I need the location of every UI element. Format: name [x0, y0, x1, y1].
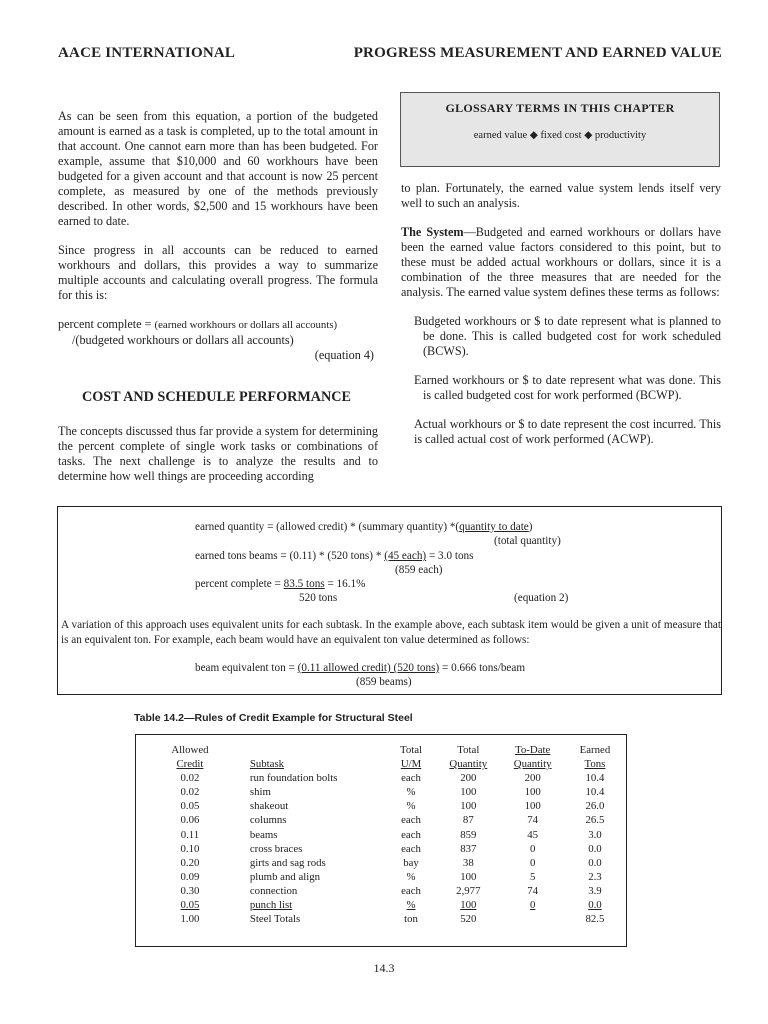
- table-cell: [501, 785, 563, 799]
- table-cell: [564, 912, 626, 926]
- left-column: [58, 109, 378, 363]
- table-cell: [501, 898, 563, 912]
- system-text: —Budgeted and earned workhours or dollars have been the earned value factors considered to this point, but to these must be added actual workhours or dollars, since it is a combination of the three measures that are needed for the analysis. The earned value system defines these terms as follows:: [401, 225, 721, 299]
- table-cell-text: %: [406, 786, 416, 799]
- glossary-terms: [401, 129, 719, 141]
- table-cell: [136, 898, 242, 912]
- table-cell-text: 0.05: [180, 800, 200, 813]
- table-cell-text: 38: [462, 856, 474, 869]
- running-header-right: PROGRESS MEASUREMENT AND EARNED VALUE: [353, 45, 722, 61]
- eq4-underline: (0.11 allowed credit) (520 tons): [297, 662, 440, 674]
- acwp-item: Actual workhours or $ to date represent the cost incurred. This is called actual cost of work performed (ACWP).: [414, 417, 721, 446]
- table-cell: [242, 912, 387, 926]
- table-cell-text: 5: [529, 870, 536, 883]
- diamond-icon: ◆: [529, 130, 538, 141]
- table-cell: [387, 856, 435, 870]
- equation-4-label: (equation 4): [314, 348, 374, 362]
- table-cell-text: 859: [460, 828, 477, 841]
- table-cell-text: Total: [400, 744, 423, 756]
- table-cell: [501, 856, 563, 870]
- left-paragraph-1: As can be seen from this equation, a portion of the budgeted amount is earned as a task is completed, up to the total amount in that account. One cannot earn more than has been budgeted. For example, assume that $10,000 and 60 workhours have been budgeted for a given account and that account is now 25 percent complete, as measured by one of the methods previously described. In other words, $2,500 and 15 workhours have been earned to date.: [58, 109, 378, 228]
- formula-lhs: percent complete =: [58, 317, 155, 331]
- table-cell-text: cross braces: [249, 842, 303, 855]
- left-column-lower: [58, 424, 378, 484]
- table-cell-text: 82.5: [585, 913, 605, 926]
- table-cell: [435, 799, 501, 813]
- table-cell: [435, 898, 501, 912]
- running-header-left: AACE INTERNATIONAL: [58, 45, 236, 61]
- eq2-underline: (45 each): [384, 550, 427, 562]
- table-body: [136, 743, 626, 926]
- table-cell: [501, 870, 563, 884]
- table-grid: [136, 743, 626, 926]
- table-row: [136, 771, 626, 785]
- table-cell-text: 0.06: [180, 814, 200, 827]
- table-cell-text: beams: [249, 828, 278, 841]
- table-cell-text: 100: [460, 899, 477, 912]
- table-row: [136, 884, 626, 898]
- table-cell: [435, 743, 501, 757]
- table-header-row: [136, 743, 626, 757]
- table-cell-text: 0.20: [180, 856, 200, 869]
- table-cell-text: plumb and align: [249, 870, 321, 883]
- table-cell-text: %: [406, 870, 416, 883]
- table-cell: [435, 828, 501, 842]
- table-cell-text: 74: [527, 884, 539, 897]
- table-cell: [501, 813, 563, 827]
- table-cell: [387, 870, 435, 884]
- table-cell: [242, 870, 387, 884]
- eq4-result: = 0.666 tons/beam: [439, 662, 526, 674]
- table-cell: [136, 813, 242, 827]
- table-cell-text: each: [401, 828, 421, 841]
- table-cell: [501, 884, 563, 898]
- table-cell-text: shim: [249, 786, 271, 799]
- table-cell: [501, 842, 563, 856]
- table-cell: [501, 799, 563, 813]
- left-paragraph-2: Since progress in all accounts can be reduced to earned workhours and dollars, this provides a way to summarize multiple accounts and calculating overall progress. The formula for this is:: [58, 243, 378, 302]
- table-cell-text: 0.11: [180, 828, 200, 841]
- table-cell: [242, 898, 387, 912]
- table-cell: [136, 842, 242, 856]
- table-cell: [242, 884, 387, 898]
- table-cell-text: 1.00: [180, 913, 200, 926]
- table-cell: [564, 771, 626, 785]
- table-cell-text: 0.30: [180, 884, 200, 897]
- table-cell-text: Quantity: [449, 758, 488, 771]
- table-cell-text: Subtask: [249, 758, 285, 771]
- earned-tons-beams-formula: [195, 549, 474, 564]
- eq1-text: earned quantity = (allowed credit) * (summary quantity) *(: [195, 521, 460, 533]
- table-cell: [435, 884, 501, 898]
- table-cell-text: connection: [249, 884, 298, 897]
- table-header-row: [136, 757, 626, 771]
- table-cell: [387, 799, 435, 813]
- table-row: [136, 898, 626, 912]
- eq3-text: percent complete =: [195, 578, 284, 590]
- table-cell-text: 100: [460, 870, 477, 883]
- table-cell: [564, 757, 626, 771]
- eq4-denominator: (859 beams): [356, 676, 412, 688]
- table-cell-text: 0.02: [180, 786, 200, 799]
- table-cell: [564, 828, 626, 842]
- table-row: [136, 828, 626, 842]
- table-cell-text: 0.09: [180, 870, 200, 883]
- eq1-denominator: (total quantity): [494, 535, 561, 547]
- table-cell-text: Total: [457, 744, 480, 756]
- table-cell-text: 0.0: [588, 842, 602, 855]
- table-cell: [387, 785, 435, 799]
- table-cell-text: 520: [460, 913, 477, 926]
- table-cell: [564, 898, 626, 912]
- table-cell-text: columns: [249, 814, 287, 827]
- table-cell: [136, 799, 242, 813]
- eq3-result: = 16.1%: [324, 578, 366, 590]
- table-row: [136, 785, 626, 799]
- table-cell-text: 87: [462, 814, 474, 827]
- right-paragraph-1: to plan. Fortunately, the earned value system lends itself very well to such an analysis.: [401, 181, 721, 210]
- right-paragraph-system: [401, 225, 721, 300]
- table-cell-text: 26.5: [585, 814, 605, 827]
- glossary-term-fixed-cost: fixed cost: [540, 130, 582, 141]
- table-cell-text: 100: [524, 800, 541, 813]
- section-heading-cost-schedule: COST AND SCHEDULE PERFORMANCE: [82, 389, 351, 405]
- eq2-text: earned tons beams = (0.11) * (520 tons) *: [195, 550, 385, 562]
- table-cell: [242, 799, 387, 813]
- system-heading: The System: [401, 225, 464, 239]
- table-cell: [564, 813, 626, 827]
- table-cell-text: ton: [404, 913, 418, 926]
- table-cell: [501, 771, 563, 785]
- glossary-box: [400, 92, 720, 167]
- table-cell: [564, 799, 626, 813]
- table-cell-text: 837: [460, 842, 477, 855]
- table-cell: [242, 785, 387, 799]
- table-cell: [242, 743, 387, 757]
- table-cell: [136, 771, 242, 785]
- table-cell: [435, 785, 501, 799]
- table-cell: [136, 856, 242, 870]
- earned-quantity-formula: [195, 520, 533, 535]
- eq4-text: beam equivalent ton =: [195, 662, 298, 674]
- table-cell: [387, 771, 435, 785]
- table-cell: [564, 743, 626, 757]
- table-cell: [387, 743, 435, 757]
- table-cell: [242, 757, 387, 771]
- table-cell-text: 0.0: [588, 899, 602, 912]
- table-cell: [501, 743, 563, 757]
- table-cell: [435, 856, 501, 870]
- table-row: [136, 856, 626, 870]
- table-cell: [242, 842, 387, 856]
- table-cell: [136, 912, 242, 926]
- table-cell-text: Quantity: [513, 758, 552, 771]
- table-cell-text: 0.10: [180, 842, 200, 855]
- glossary-term-earned-value: earned value: [473, 130, 528, 141]
- table-cell-text: 45: [527, 828, 539, 841]
- equation-2-label: (equation 2): [514, 592, 569, 604]
- table-cell-text: %: [406, 800, 416, 813]
- bcws-item: Budgeted workhours or $ to date represent what is planned to be done. This is called budgeted cost for work scheduled (BCWS).: [414, 314, 721, 358]
- formula-denominator: /(budgeted workhours or dollars all accounts): [72, 333, 294, 347]
- table-cell-text: 0.02: [180, 772, 200, 785]
- table-cell: [435, 842, 501, 856]
- table-cell: [435, 771, 501, 785]
- table-cell-text: 100: [460, 786, 477, 799]
- table-cell-text: 0.0: [588, 856, 602, 869]
- table-cell-text: Credit: [176, 758, 204, 771]
- table-cell-text: 3.9: [588, 884, 602, 897]
- table-cell: [564, 884, 626, 898]
- table-cell: [387, 884, 435, 898]
- table-cell-text: Earned: [579, 744, 611, 756]
- glossary-title: GLOSSARY TERMS IN THIS CHAPTER: [445, 101, 675, 115]
- table-cell-text: 2,977: [456, 884, 481, 897]
- table-cell: [501, 757, 563, 771]
- table-cell-text: shakeout: [249, 800, 289, 813]
- beam-equivalent-formula: [195, 661, 525, 676]
- table-cell-text: Steel Totals: [249, 913, 301, 926]
- rules-of-credit-table: [135, 734, 627, 947]
- table-cell: [136, 785, 242, 799]
- table-cell: [564, 856, 626, 870]
- table-cell-text: U/M: [400, 758, 422, 771]
- table-cell-text: 3.0: [588, 828, 602, 841]
- table-cell: [136, 870, 242, 884]
- eq1-underline: quantity to date: [459, 521, 529, 533]
- table-cell-text: run foundation bolts: [249, 772, 338, 785]
- table-cell-text: each: [401, 814, 421, 827]
- table-cell-text: punch list: [249, 899, 293, 912]
- table-cell-text: 200: [524, 772, 541, 785]
- table-cell: [387, 898, 435, 912]
- table-cell-text: 10.4: [585, 786, 605, 799]
- table-cell: [435, 813, 501, 827]
- formula-numerator: (earned workhours or dollars all accounts): [154, 319, 338, 331]
- equation-box: [57, 506, 722, 695]
- table-cell-text: 100: [524, 786, 541, 799]
- equivalent-units-paragraph: A variation of this approach uses equivalent units for each subtask. In the example above, each subtask item would be given a unit of measure that is an equivalent ton. For example, each beam would have an equivalent ton value determined as follows:: [61, 619, 721, 646]
- table-cell: [242, 813, 387, 827]
- table-cell-text: %: [406, 899, 416, 912]
- table-cell: [435, 757, 501, 771]
- table-cell-text: 200: [460, 772, 477, 785]
- table-cell-text: each: [401, 884, 421, 897]
- right-column: [401, 181, 721, 447]
- eq3-denominator: 520 tons: [299, 592, 338, 604]
- table-cell: [242, 771, 387, 785]
- table-cell-text: To-Date: [515, 744, 551, 756]
- table-cell: [435, 870, 501, 884]
- table-cell-text: 74: [527, 814, 539, 827]
- eq1-close: ): [528, 521, 533, 533]
- percent-complete-example: [195, 577, 365, 592]
- table-cell-text: 0: [529, 856, 536, 869]
- table-cell-text: 100: [460, 800, 477, 813]
- table-cell-text: Allowed: [171, 744, 209, 756]
- table-cell: [387, 912, 435, 926]
- diamond-icon: ◆: [584, 130, 593, 141]
- table-cell-text: 2.3: [588, 870, 602, 883]
- table-cell: [387, 813, 435, 827]
- table-cell: [501, 828, 563, 842]
- table-cell: [242, 828, 387, 842]
- table-cell: [501, 912, 563, 926]
- table-row: [136, 813, 626, 827]
- table-cell-text: 0: [529, 899, 536, 912]
- table-row: [136, 799, 626, 813]
- table-cell: [387, 828, 435, 842]
- table-cell: [242, 856, 387, 870]
- table-cell-text: 0.05: [180, 899, 200, 912]
- table-row: [136, 842, 626, 856]
- table-cell: [136, 743, 242, 757]
- eq2-denominator: (859 each): [395, 564, 443, 576]
- table-cell: [564, 870, 626, 884]
- table-cell: [564, 785, 626, 799]
- table-caption: Table 14.2—Rules of Credit Example for Structural Steel: [134, 712, 413, 724]
- table-cell-text: bay: [403, 856, 419, 869]
- glossary-term-productivity: productivity: [594, 130, 647, 141]
- table-cell: [136, 828, 242, 842]
- page-number: 14.3: [373, 961, 395, 975]
- eq3-underline: 83.5 tons: [283, 578, 325, 590]
- table-total-row: [136, 912, 626, 926]
- table-cell: [564, 842, 626, 856]
- table-cell-text: 10.4: [585, 772, 605, 785]
- table-cell-text: Tons: [584, 758, 606, 771]
- eq2-result: = 3.0 tons: [426, 550, 474, 562]
- table-cell: [136, 884, 242, 898]
- table-row: [136, 870, 626, 884]
- bcwp-item: Earned workhours or $ to date represent what was done. This is called budgeted cost for work performed (BCWP).: [414, 373, 721, 402]
- table-cell-text: 26.0: [585, 800, 605, 813]
- table-cell-text: 0: [529, 842, 536, 855]
- table-cell: [387, 757, 435, 771]
- table-cell-text: each: [401, 842, 421, 855]
- percent-complete-formula: [58, 317, 378, 363]
- table-cell-text: girts and sag rods: [249, 856, 326, 869]
- table-cell: [136, 757, 242, 771]
- table-cell: [387, 842, 435, 856]
- left-paragraph-3: The concepts discussed thus far provide a system for determining the percent complete of single work tasks or combinations of tasks. The next challenge is to analyze the results and to determine how well things are proceeding according: [58, 424, 378, 483]
- table-cell: [435, 912, 501, 926]
- table-cell-text: each: [401, 772, 421, 785]
